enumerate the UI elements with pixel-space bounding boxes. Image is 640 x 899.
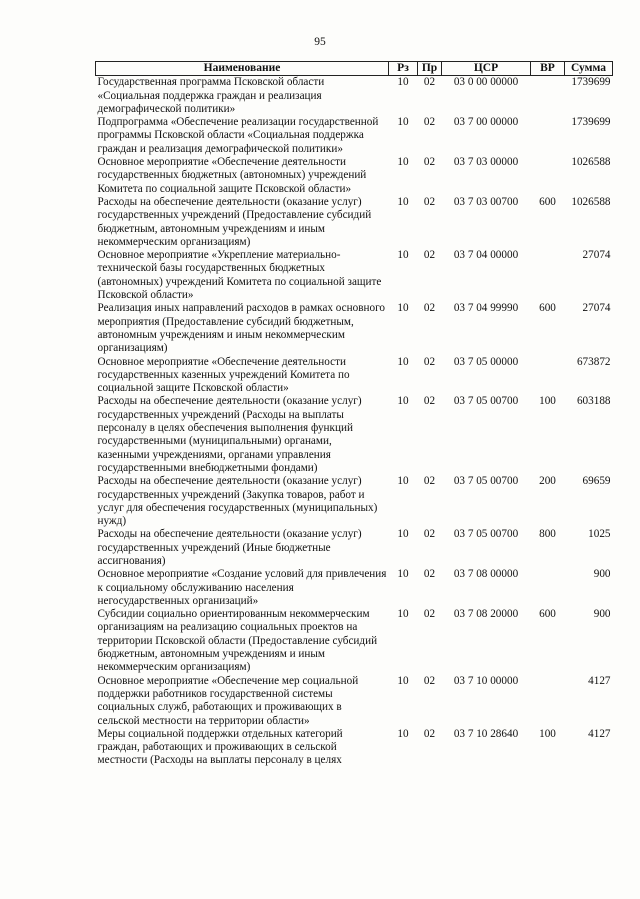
row-rz: 10: [397, 568, 409, 581]
row-vr: 600: [539, 195, 556, 208]
row-vr: [531, 116, 565, 156]
row-pr: 02: [423, 195, 436, 208]
row-vr: [531, 675, 565, 728]
row-sum: 4127: [588, 727, 611, 740]
row-sum: 1025: [588, 528, 611, 541]
table-row: [96, 675, 613, 728]
row-csr: 03 7 05 00700: [453, 395, 519, 408]
row-rz: 10: [397, 395, 409, 408]
table-row: [96, 728, 613, 768]
table-header-row: [96, 62, 613, 76]
row-vr: 200: [539, 475, 556, 488]
row-rz: 10: [397, 195, 409, 208]
header-rz: Рз: [389, 62, 418, 76]
row-name: Государственная программа Псковской области «Социальная поддержка граждан и реализация демографической политики»: [97, 76, 325, 115]
row-csr: 03 7 00 00000: [453, 116, 519, 129]
row-name: Основное мероприятие «Обеспечение деятельности государственных бюджетных (автономных) учреждений Комитета по социальной защите Псковской области»: [97, 156, 367, 195]
row-sum: 4127: [588, 674, 611, 687]
row-sum: 1026588: [571, 195, 611, 208]
row-vr: 600: [539, 608, 556, 621]
row-sum: 27074: [582, 302, 611, 315]
row-name: Подпрограмма «Обеспечение реализации государственной программы Псковской области «Социальная поддержка граждан и реализация демографической политики»: [97, 116, 379, 155]
row-csr: 03 7 05 00700: [453, 475, 519, 488]
row-sum: 27074: [582, 249, 611, 262]
table-row: [96, 568, 613, 608]
row-name: Основное мероприятие «Укрепление материально-технической базы государственных бюджетных (автономных) учреждений Комитета по социальной защите Псковской области»: [97, 249, 382, 302]
row-csr: 03 0 00 00000: [453, 76, 519, 89]
row-name: Расходы на обеспечение деятельности (оказание услуг) государственных учреждений (Предоставление субсидий бюджетным, автономным учреждениям и иным некоммерческим организациям): [97, 195, 372, 248]
row-vr: 100: [539, 395, 556, 408]
row-name: Субсидии социально ориентированным некоммерческим организациям на реализацию социальных проектов на территории Псковской области (Предоставление субсидий бюджетным, автономным учреждениям и иным некоммерческим организациям): [97, 608, 378, 674]
row-name: Основное мероприятие «Создание условий для привлечения к социальному обслуживанию населения негосударственных организаций»: [97, 568, 387, 607]
table-row: [96, 475, 613, 528]
page-number: 95: [314, 36, 326, 48]
row-pr: 02: [423, 249, 436, 262]
row-pr: 02: [423, 395, 436, 408]
row-vr: [531, 249, 565, 302]
row-vr: [531, 568, 565, 608]
row-pr: 02: [423, 727, 436, 740]
row-rz: 10: [397, 249, 409, 262]
row-rz: 10: [397, 302, 409, 315]
row-name: Расходы на обеспечение деятельности (оказание услуг) государственных учреждений (Закупка товаров, работ и услуг для обеспечения государственных (муниципальных) нужд): [97, 475, 378, 528]
table-row: [96, 116, 613, 156]
row-csr: 03 7 03 00000: [453, 156, 519, 169]
table-row: [96, 156, 613, 196]
row-sum: 1739699: [571, 116, 611, 129]
row-csr: 03 7 08 20000: [453, 608, 519, 621]
row-rz: 10: [397, 528, 409, 541]
row-pr: 02: [423, 674, 436, 687]
row-sum: 900: [593, 568, 611, 581]
row-vr: 600: [539, 302, 556, 315]
table-row: [96, 356, 613, 396]
table-row: [96, 249, 613, 302]
header-sum: Сумма: [565, 62, 613, 76]
header-vr: ВР: [531, 62, 565, 76]
row-rz: 10: [397, 355, 409, 368]
row-sum: 900: [593, 608, 611, 621]
row-vr: 100: [539, 727, 556, 740]
table-row: [96, 196, 613, 249]
row-csr: 03 7 04 00000: [453, 249, 519, 262]
row-pr: 02: [423, 355, 436, 368]
row-csr: 03 7 05 00700: [453, 528, 519, 541]
table-row: [96, 395, 613, 475]
header-pr: Пр: [418, 62, 442, 76]
table-row: [96, 528, 613, 568]
row-name: Реализация иных направлений расходов в рамках основного мероприятия (Предоставление субсидий бюджетным, автономным учреждениям и иным некоммерческим организациям): [97, 302, 385, 355]
row-sum: 1739699: [571, 76, 611, 89]
row-csr: 03 7 03 00700: [453, 195, 519, 208]
row-pr: 02: [423, 116, 436, 129]
row-csr: 03 7 04 99990: [453, 302, 519, 315]
row-rz: 10: [397, 116, 409, 129]
row-rz: 10: [397, 674, 409, 687]
row-rz: 10: [397, 475, 409, 488]
row-rz: 10: [397, 156, 409, 169]
row-pr: 02: [423, 528, 436, 541]
row-sum: 603188: [576, 395, 611, 408]
row-rz: 10: [397, 727, 409, 740]
row-pr: 02: [423, 76, 436, 89]
row-csr: 03 7 05 00000: [453, 355, 519, 368]
row-name: Расходы на обеспечение деятельности (оказание услуг) государственных учреждений (Расходы на выплаты персоналу в целях обеспечения выполнения функций государственными (муниципальными) органами, казенными учреждениями, органами управления государственными внебюджетными фондами): [97, 395, 362, 474]
row-sum: 1026588: [571, 156, 611, 169]
row-rz: 10: [397, 76, 409, 89]
row-pr: 02: [423, 568, 436, 581]
row-name: Расходы на обеспечение деятельности (оказание услуг) государственных учреждений (Иные бюджетные ассигнования): [97, 528, 362, 567]
row-pr: 02: [423, 608, 436, 621]
row-rz: 10: [397, 608, 409, 621]
table-row: [96, 76, 613, 116]
table-row: [96, 302, 613, 355]
row-pr: 02: [423, 475, 436, 488]
row-sum: 69659: [582, 475, 611, 488]
row-pr: 02: [423, 156, 436, 169]
budget-table: [95, 61, 613, 768]
row-sum: 673872: [576, 355, 611, 368]
header-csr: ЦСР: [442, 62, 531, 76]
row-vr: [531, 156, 565, 196]
row-csr: 03 7 08 00000: [453, 568, 519, 581]
row-vr: [531, 356, 565, 396]
row-vr: 800: [539, 528, 556, 541]
row-vr: [531, 76, 565, 116]
row-csr: 03 7 10 00000: [453, 674, 519, 687]
row-name: Меры социальной поддержки отдельных категорий граждан, работающих и проживающих в сельской местности (Расходы на выплаты персоналу в целях: [97, 727, 343, 767]
row-pr: 02: [423, 302, 436, 315]
row-name: Основное мероприятие «Обеспечение деятельности государственных казенных учреждений Комитета по социальной защите Псковской области»: [97, 355, 350, 395]
table-row: [96, 608, 613, 674]
row-csr: 03 7 10 28640: [453, 727, 519, 740]
row-name: Основное мероприятие «Обеспечение мер социальной поддержки работников государственной системы социальных служб, работающих и проживающих в сельской местности на территории области»: [97, 674, 359, 727]
header-name: Наименование: [96, 62, 389, 76]
